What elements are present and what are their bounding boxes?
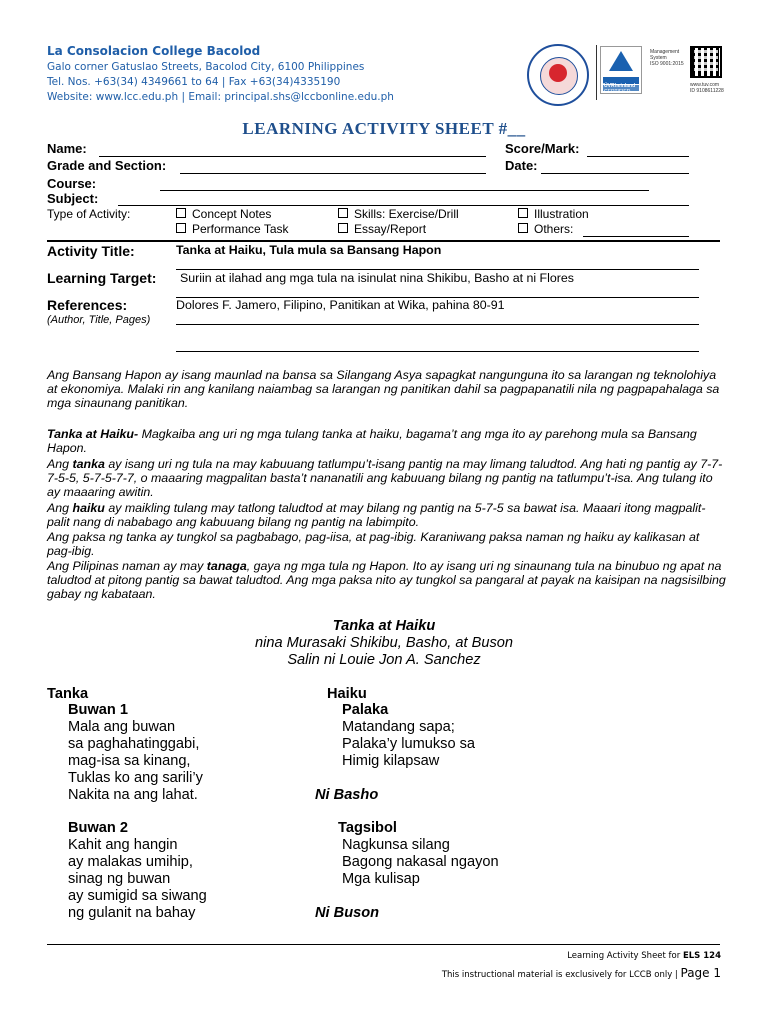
learning-target-label: Learning Target: [47,270,157,286]
palaka-line: Himig kilapsaw [342,753,440,769]
activity-title-label: Activity Title: [47,243,135,259]
references-line-2 [176,351,699,352]
footer-sheet-label: Learning Activity Sheet for ELS 124 [567,951,721,961]
haiku-paragraph: Ang haiku ay maikling tulang may tatlong taludtod at may bilang ng pantig na 5-7-5 sa bawat isa. Maaari itong magpalit-palit nang di nababago ang kabuuang bilang ng pantig na labimpito. [47,501,706,529]
subject-field[interactable] [118,205,689,206]
option-concept-notes[interactable]: Concept Notes [176,207,271,221]
option-illustration[interactable]: Illustration [518,207,589,221]
buwan1-line: sa paghahatinggabi, [68,736,200,752]
grade-label: Grade and Section: [47,158,167,173]
header-divider [596,45,597,100]
poem-authors: nina Murasaki Shikibu, Basho, at Buson [255,635,513,651]
buwan2-line: Kahit ang hangin [68,837,178,853]
page-title: LEARNING ACTIVITY SHEET #__ [242,119,526,138]
checkbox-icon [176,208,186,218]
buwan1-line: Nakita na ang lahat. [68,787,198,803]
school-address: Galo corner Gatuslao Streets, Bacolod City, 6100 Philippines [47,61,365,73]
activity-title-line [176,269,699,270]
cert-label: CERTIFIED [604,89,631,95]
buwan2-line: ay sumigid sa siwang [68,888,207,904]
course-label: Course: [47,176,97,191]
poem-translator: Salin ni Louie Jon A. Sanchez [287,652,481,668]
course-field[interactable] [160,190,649,191]
tagsibol-title: Tagsibol [338,820,397,836]
buwan2-title: Buwan 2 [68,820,129,836]
activity-title-value: Tanka at Haiku, Tula mula sa Bansang Hapon [176,243,442,257]
checkbox-icon [338,208,348,218]
type-of-activity-label: Type of Activity: [47,207,131,221]
footer-divider [47,944,720,945]
buwan1-line: Mala ang buwan [68,719,176,735]
date-field[interactable] [541,173,689,174]
cert-text-2: System [650,55,667,61]
references-label: References: [47,297,128,313]
school-seal-logo [527,44,589,106]
option-skills-exercise[interactable]: Skills: Exercise/Drill [338,207,459,221]
cert-text-3: ISO 9001:2015 [650,61,684,67]
buson-author: Ni Buson [315,905,380,921]
buwan1-title: Buwan 1 [68,702,129,718]
school-contact: Tel. Nos. +63(34) 4349661 to 64 | Fax +63(34)4335190 [47,76,341,88]
name-label: Name: [47,141,87,156]
date-label: Date: [505,158,538,173]
palaka-line: Matandang sapa; [342,719,455,735]
cert-small-1: www.tuv.com [690,82,720,88]
school-website: Website: www.lcc.edu.ph | Email: principal.shs@lccbonline.edu.ph [47,91,394,103]
tagsibol-line: Mga kulisap [342,871,420,887]
option-performance-task[interactable]: Performance Task [176,222,289,236]
name-field[interactable] [99,156,486,157]
palaka-title: Palaka [342,702,389,718]
checkbox-icon [176,223,186,233]
form-divider [47,240,720,242]
cert-text-1: Management [650,49,680,55]
palaka-line: Palaka’y lumukso sa [342,736,476,752]
poem-title: Tanka at Haiku [332,618,436,634]
references-line-1 [176,324,699,325]
cert-small-2: ID 9108611228 [690,88,724,94]
score-label: Score/Mark: [505,141,580,156]
references-sub-label: (Author, Title, Pages) [47,314,151,326]
option-essay-report[interactable]: Essay/Report [338,222,426,236]
tanka-heading: Tanka [47,686,89,702]
score-field[interactable] [587,156,689,157]
option-others[interactable]: Others: [518,222,573,236]
buwan2-line: ay malakas umihip, [68,854,193,870]
grade-field[interactable] [180,173,486,174]
school-name: La Consolacion College Bacolod [47,44,261,58]
buwan1-line: Tuklas ko ang sarili’y [68,770,203,786]
paksa-paragraph: Ang paksa ng tanka ay tungkol sa pagbabago, pag-iisa, at pag-ibig. Karaniwang paksa naman ng haiku ay kalikasan at pag-ibig. [47,530,700,558]
footer-notice: This instructional material is exclusively for LCCB only | Page 1 [441,966,721,980]
tanka-haiku-paragraph: Tanka at Haiku- Magkaiba ang uri ng mga tulang tanka at haiku, bagama’t ang mga ito ay parehong mula sa Bansang Hapon. [47,427,697,455]
intro-paragraph: Ang Bansang Hapon ay isang maunlad na bansa sa Silangang Asya sapagkat nangunguna ito sa larangan ng teknolohiya at ekonomiya. Malaki rin ang kanilang naiambag sa larangan ng panitikan dahil sa pagpapanatili nila ng pagpapahalaga sa mga sinaunang panitikan. [47,368,720,410]
tagsibol-line: Nagkunsa silang [342,837,450,853]
others-field[interactable] [583,236,689,237]
buwan2-line: ng gulanit na bahay [68,905,196,921]
buwan2-line: sinag ng buwan [68,871,171,887]
buwan1-line: mag-isa sa kinang, [68,753,191,769]
checkbox-icon [518,208,528,218]
cert-brand: TÜVRheinland [601,83,636,89]
references-value: Dolores F. Jamero, Filipino, Panitikan at Wika, pahina 80-91 [176,298,505,312]
qr-code-icon [690,46,722,78]
tanaga-paragraph: Ang Pilipinas naman ay may tanaga, gaya ng mga tula ng Hapon. Ito ay isang uri ng sinaunang tula na binubuo ng apat na taludtod at pitong pantig sa bawat taludtod. Ang mga paksa nito ay tungkol sa pangaral at payak na kaisipan na nagsisilbing gabay ng kabataan. [47,559,726,601]
tagsibol-line: Bagong nakasal ngayon [342,854,499,870]
subject-label: Subject: [47,191,99,206]
tanka-paragraph: Ang tanka ay isang uri ng tula na may kabuuang tatlumpu’t-isang pantig na may limang taludtod. Ang hati ng pantig ay 7-7-7-5-5, 5-7-5-7-7, o maaaring magpalitan basta’t nananatili ang kabuuang bilang ng pantig na tatlumpu’t-isa. Ang tulang ito ay maaaring awitin. [47,457,723,499]
learning-target-value: Suriin at ilahad ang mga tula na isinulat nina Shikibu, Basho at ni Flores [180,271,574,285]
checkbox-icon [338,223,348,233]
haiku-heading: Haiku [327,686,367,702]
basho-author: Ni Basho [315,787,379,803]
checkbox-icon [518,223,528,233]
